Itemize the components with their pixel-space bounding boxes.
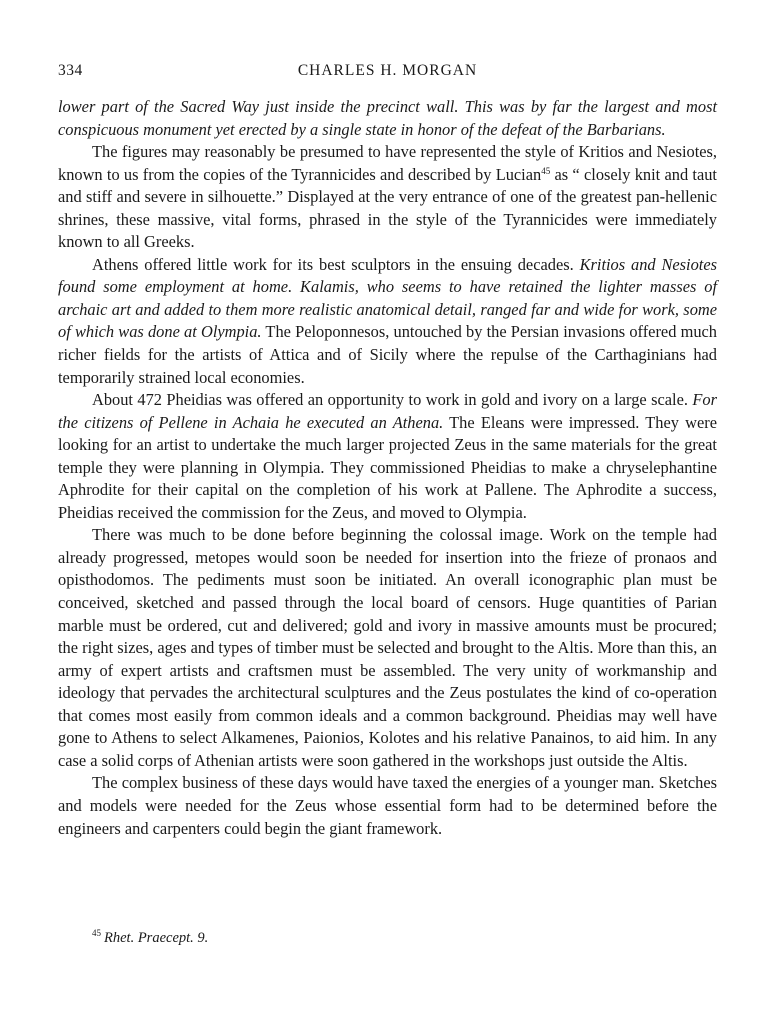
- paragraph: [58, 141, 717, 254]
- paragraph: [58, 524, 717, 772]
- text-segment: Athens offered little work for its best sculptors in the ensuing decades.: [92, 254, 580, 274]
- footnote-reference: 45: [541, 165, 551, 176]
- italic-text: lower part of the Sacred Way just inside the precinct wall. This was by far the largest and most conspicuous monument yet erected by a single state in honor of the defeat of the Barbarians.: [58, 97, 717, 139]
- italic-text: For the citizens of Pellene in Achaia he executed an Athena.: [58, 390, 717, 432]
- footnote-marker: 45: [92, 928, 101, 938]
- footnote-text: Rhet. Praecept. 9.: [104, 930, 209, 946]
- book-page: [58, 62, 717, 840]
- paragraph: [58, 254, 717, 389]
- text-segment: The complex business of these days would have taxed the energies of a younger man. Sketches and models were needed for the Zeus whose essential form had to be determined before the engineers and carpenters could begin the giant framework.: [58, 773, 717, 838]
- page-number: 334: [58, 62, 83, 79]
- body-text: [58, 96, 717, 840]
- running-title: CHARLES H. MORGAN: [297, 62, 478, 79]
- text-segment: The figures may reasonably be presumed to have represented the style of Kritios and Nesiotes, known to us from the copies of the Tyrannicides and described by Lucian: [58, 142, 717, 184]
- text-segment: About 472 Pheidias was offered an opportunity to work in gold and ivory on a large scale.: [92, 390, 693, 410]
- paragraph: [58, 389, 717, 524]
- text-segment: as “ closely knit and taut and stiff and severe in silhouette.” Displayed at the very entrance of one of the greatest pan-hellenic shrines, these massive, vital forms, phrased in the style of the Tyrannicides were immediately known to all Greeks.: [58, 164, 717, 252]
- running-head: [58, 62, 717, 86]
- italic-text: Kritios and Nesiotes found some employment at home. Kalamis, who seems to have retained the lighter masses of archaic art and added to them more realistic anatomical detail, ranged far and wide for work, some of which was done at Olympia.: [58, 254, 717, 342]
- paragraph: [58, 772, 717, 840]
- text-segment: The Peloponnesos, untouched by the Persian invasions offered much richer fields for the artists of Attica and of Sicily where the repulse of the Carthaginians had temporarily strained local economies.: [58, 322, 717, 387]
- footnote: [92, 930, 208, 947]
- text-segment: There was much to be done before beginning the colossal image. Work on the temple had already progressed, metopes would soon be needed for insertion into the frieze of pronaos and opisthodomos. The pediments must soon be initiated. An overall iconographic plan must be conceived, sketched and passed through the local board of censors. Huge quantities of Parian marble must be ordered, cut and delivered; gold and ivory in massive amounts must be procured; the right sizes, ages and types of timber must be selected and brought to the Altis. More than this, an army of expert artists and craftsmen must be assembled. The very unity of workmanship and ideology that pervades the architectural sculptures and the Zeus postulates the kind of co-operation that comes most easily from common ideals and a common background. Pheidias may well have gone to Athens to select Alkamenes, Paionios, Kolotes and his relative Panainos, to aid him. In any case a solid corps of Athenian artists were soon gathered in the workshops just outside the Altis.: [58, 525, 717, 770]
- paragraph: [58, 96, 717, 141]
- text-segment: The Eleans were impressed. They were looking for an artist to undertake the much larger projected Zeus in the same materials for the great temple they were planning in Olympia. They commissioned Pheidias to make a chryselephantine Aphrodite for their capital on the completion of his work at Pallene. The Aphrodite a success, Pheidias received the commission for the Zeus, and moved to Olympia.: [58, 412, 718, 522]
